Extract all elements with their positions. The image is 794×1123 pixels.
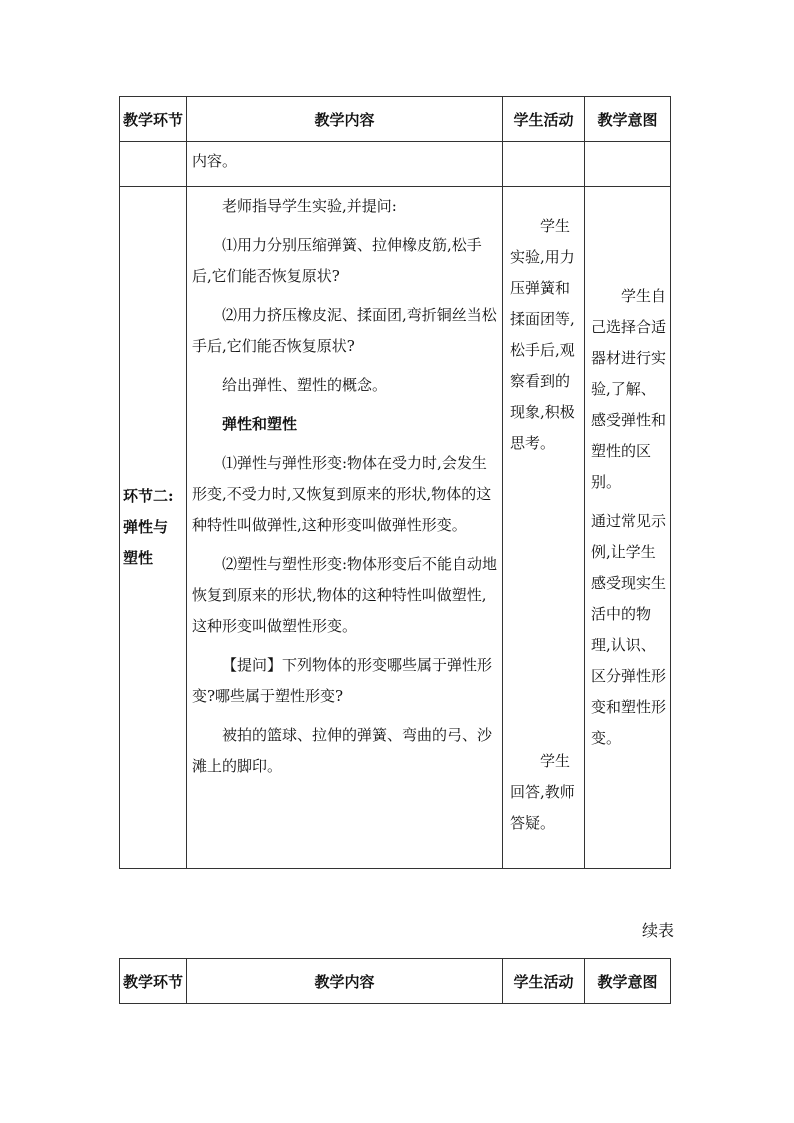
content-question: 【提问】下列物体的形变哪些属于弹性形变?哪些属于塑性形变?	[192, 656, 493, 705]
continued-table-label: 续表	[642, 921, 675, 940]
content-cell	[187, 187, 503, 869]
content-text: 内容。	[192, 152, 238, 170]
activity-text: 学生实验,用力压弹簧和揉面团等,松手后,观察看到的现象,积极思考。	[510, 217, 575, 452]
intent-text: 学生自己选择合适器材进行实验,了解、感受弹性和塑性的区别。	[591, 287, 667, 491]
stage-label: 塑性	[123, 549, 154, 567]
header-student-activity: 学生活动	[503, 959, 585, 1004]
content-paragraph: 给出弹性、塑性的概念。	[222, 376, 388, 394]
table-row	[120, 187, 671, 869]
activity-text: 学生回答,教师答疑。	[510, 752, 575, 832]
header-teaching-stage: 教学环节	[120, 97, 187, 142]
intent-cell	[585, 187, 671, 869]
content-paragraph: 老师指导学生实验,并提问:	[222, 197, 397, 215]
content-paragraph: ⑵塑性与塑性形变:物体形变后不能自动地恢复到原来的形状,物体的这种特性叫做塑性,这种形变叫做塑性形变。	[192, 555, 498, 635]
content-paragraph: ⑴用力分别压缩弹簧、拉伸橡皮筋,松手后,它们能否恢复原状?	[192, 236, 482, 285]
content-paragraph: ⑵用力挤压橡皮泥、揉面团,弯折铜丝当松手后,它们能否恢复原状?	[192, 306, 497, 355]
table-header-row	[120, 959, 671, 1004]
stage-label: 弹性与	[123, 518, 169, 536]
header-student-activity: 学生活动	[503, 97, 585, 142]
intent-cell-empty	[585, 142, 671, 187]
header-teaching-intent: 教学意图	[585, 959, 671, 1004]
activity-cell-empty	[503, 142, 585, 187]
header-teaching-intent: 教学意图	[585, 97, 671, 142]
content-paragraph: 被拍的篮球、拉伸的弹簧、弯曲的弓、沙滩上的脚印。	[192, 726, 493, 775]
content-paragraph: ⑴弹性与弹性形变:物体在受力时,会发生形变,不受力时,又恢复到原来的形状,物体的这种特性叫做弹性,这种形变叫做弹性形变。	[192, 454, 492, 534]
activity-cell	[503, 187, 585, 869]
header-teaching-content: 教学内容	[187, 97, 503, 142]
content-cell	[187, 142, 503, 187]
table-row	[120, 142, 671, 187]
intent-text: 通过常见示例,让学生感受现实生活中的物理,认识、区分弹性形变和塑性形变。	[591, 512, 667, 747]
lesson-table	[119, 96, 671, 869]
stage-cell-empty	[120, 142, 187, 187]
header-teaching-content: 教学内容	[187, 959, 503, 1004]
content-heading: 弹性和塑性	[222, 415, 298, 433]
lesson-table-continued	[119, 958, 671, 1004]
header-teaching-stage: 教学环节	[120, 959, 187, 1004]
stage-label: 环节二:	[123, 487, 174, 505]
table-header-row	[120, 97, 671, 142]
stage-cell	[120, 187, 187, 869]
